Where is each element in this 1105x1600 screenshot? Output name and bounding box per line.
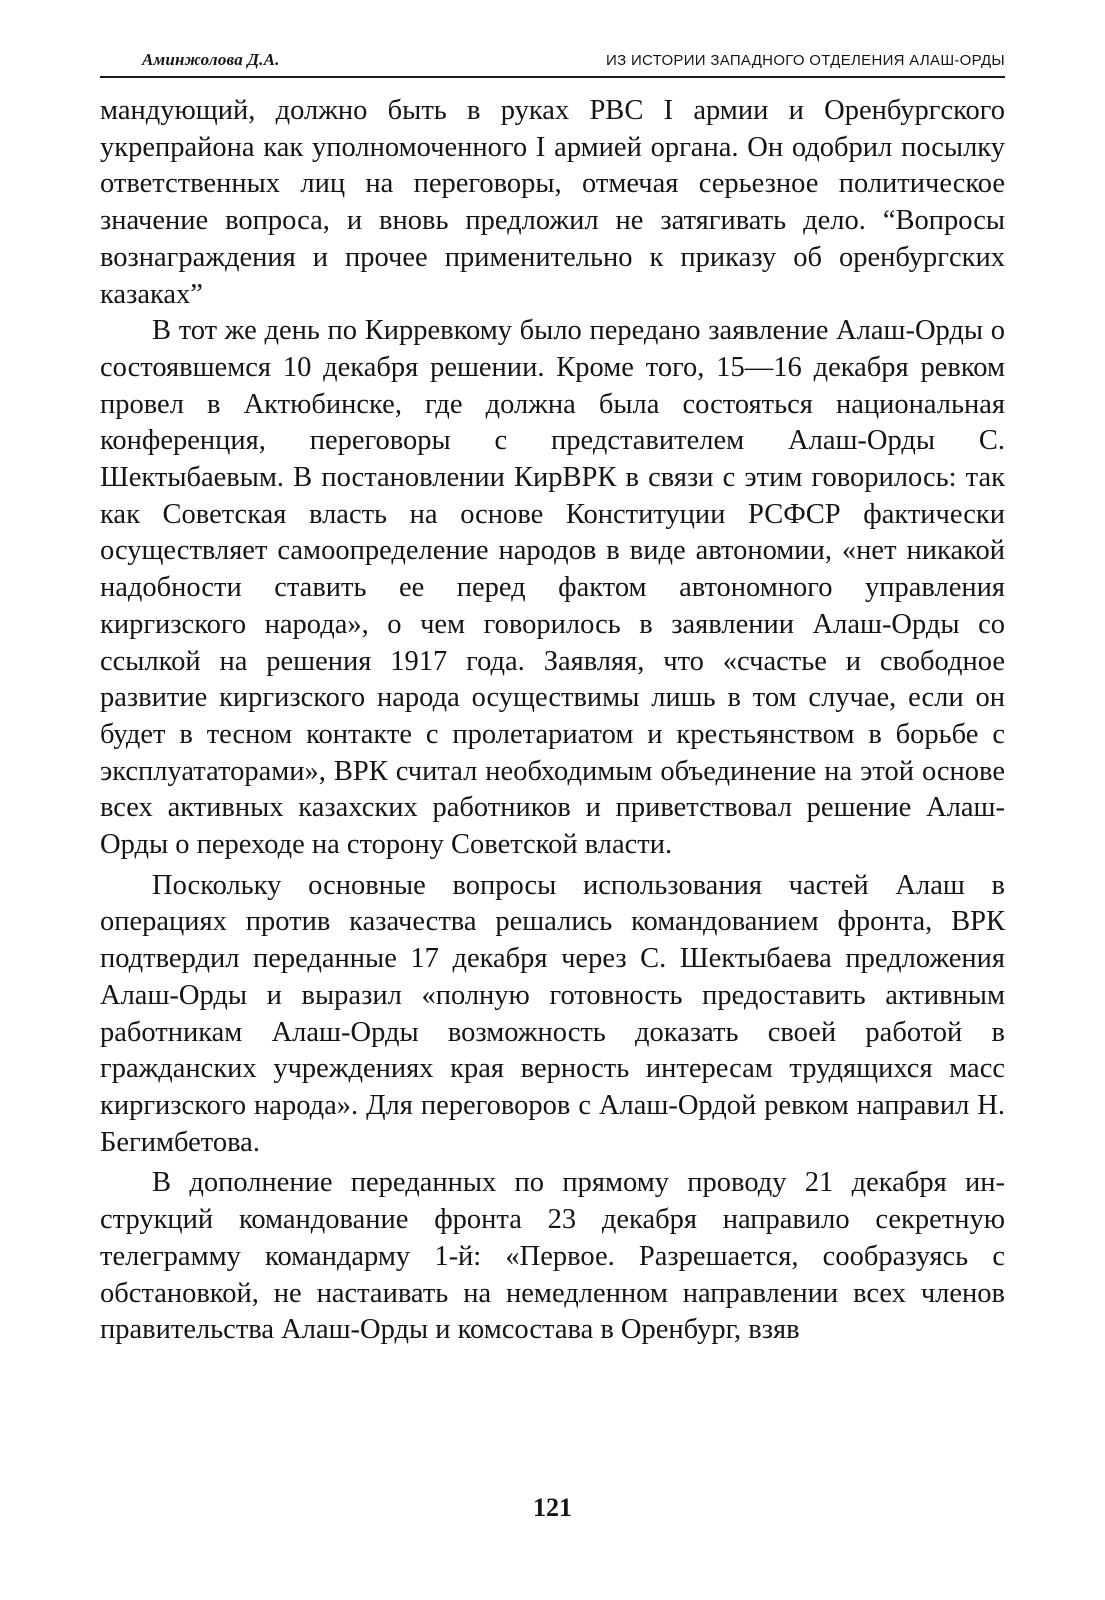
body-text bbox=[100, 93, 1005, 1349]
header-title: ИЗ ИСТОРИИ ЗАПАДНОГО ОТДЕЛЕНИЯ АЛАШ-ОРДЫ bbox=[606, 52, 1005, 69]
running-header bbox=[100, 44, 1005, 78]
paragraph-3: Поскольку основные вопросы использования частей Алаш в операциях против казачества решались командованием фронта, ВРК подтвердил переданные 17 декабря через С. Шектыбаева предложения Алаш-Орды и выразил «полную готовность предоставить активным работникам Алаш-Орды возможность доказать своей работой в гражданских учреждениях края верность интересам трудящихся масс киргизского народа». Для переговоров с Алаш-Ордой ревком направил Н. Бегимбетова. bbox=[100, 869, 1005, 1158]
paragraph-4: В дополнение переданных по прямому проводу 21 декабря инструкций командование фронта 23 декабря направило секретную телеграмму командарму 1-й: «Первое. Разрешается, сообразуясь с обстановкой, не настаивать на немедленном направлении всех членов правительства Алаш-Орды и комсостава в Оренбург, взяв bbox=[100, 1167, 1005, 1346]
paragraph-2: В тот же день по Кирревкому было передано заявление Алаш-Орды о состоявшемся 10 декабря решении. Кроме того, 15—16 декабря ревком провел в Актюбинске, где должна была состояться национальная конференция, переговоры с представителем Алаш-Орды С. Шектыбаевым. В постановлении КирВРК в связи с этим говорилось: так как Советская власть на основе Конституции РСФСР фактически осуществляет самоопределение народов в виде автономии, «нет никакой надобности ставить ее перед фактом автономного управления киргизского народа», о чем говорилось в заявлении Алаш-Орды со ссылкой на решения 1917 года. Заявляя, что «счастье и свободное развитие киргизского народа осуществимы лишь в том случае, если он будет в тесном контакте с пролетариатом и крестьянством в борьбе с эксплуататорами», ВРК считал необходимым объединение на этой основе всех активных казахских работников и приветствовал решение Алаш-Орды о переходе на сторону Советской власти. bbox=[100, 315, 1005, 861]
page-number: 121 bbox=[533, 1493, 572, 1522]
header-author: Аминжолова Д.А. bbox=[142, 50, 280, 69]
paragraph-1: мандующий, должно быть в руках РВС I армии и Оренбургского укрепрайона как уполномоченного I армией органа. Он одобрил посылку ответственных лиц на переговоры, отмечая серьезное политическое значение вопроса, и вновь предложил не затягивать дело. “Вопросы вознаграждения и прочее применительно к приказу об оренбургских казаках” bbox=[100, 95, 1005, 310]
